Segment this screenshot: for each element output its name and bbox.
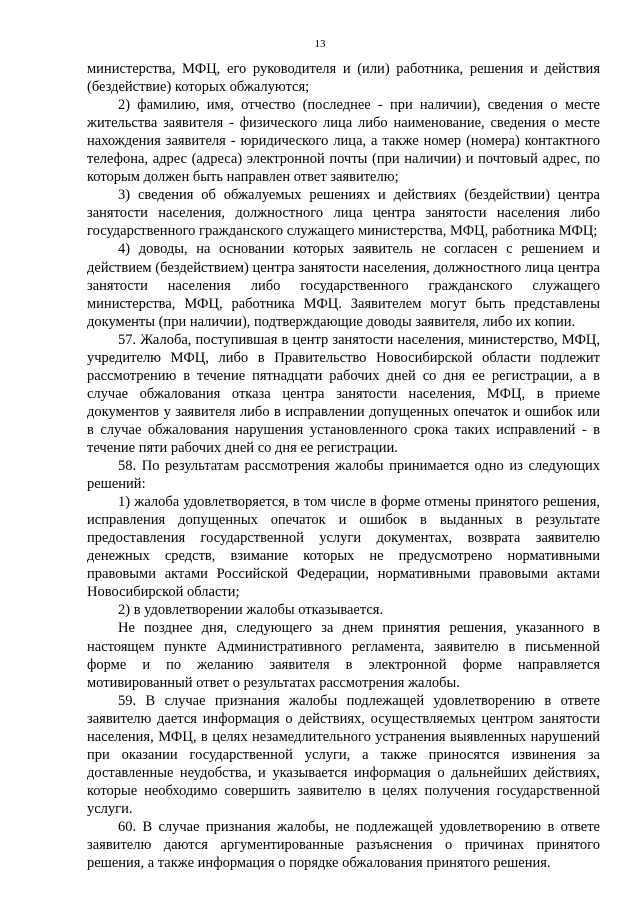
paragraph: 60. В случае признания жалобы, не подлежащей удовлетворению в ответе заявителю даются аргументированные разъяснения о причинах принятого решения, а также информация о порядке обжалования принятого решения.	[87, 818, 600, 872]
document-body	[87, 60, 600, 872]
paragraph: 1) жалоба удовлетворяется, в том числе в форме отмены принятого решения, исправления допущенных опечаток и ошибок в выданных в результате предоставления государственной услуги документах, возврата заявителю денежных средств, взимание которых не предусмотрено нормативными правовыми актами Российской Федерации, нормативными правовыми актами Новосибирской области;	[87, 494, 600, 601]
paragraph: министерства, МФЦ, его руководителя и (или) работника, решения и действия (бездействие) которых обжалуются;	[87, 61, 600, 96]
paragraph: 59. В случае признания жалобы подлежащей удовлетворению в ответе заявителю дается информация о действиях, осуществляемых центром занятости населения, МФЦ, в целях незамедлительного устранения выявленных нарушений при оказании государственной услуги, а также приносятся извинения за доставленные неудобства, и указывается информация о дальнейших действиях, которые необходимо совершить заявителю в целях получения государственной услуги.	[87, 692, 600, 817]
paragraph: 2) фамилию, имя, отчество (последнее - при наличии), сведения о месте жительства заявителя - физического лица либо наименование, сведения о месте нахождения заявителя - юридического лица, а также номер (номера) контактного телефона, адрес (адреса) электронной почты (при наличии) и почтовый адрес, по которым должен быть направлен ответ заявителю;	[87, 97, 600, 186]
paragraph: 58. По результатам рассмотрения жалобы принимается одно из следующих решений:	[87, 458, 600, 493]
paragraph: Не позднее дня, следующего за днем принятия решения, указанного в настоящем пункте Административного регламента, заявителю в письменной форме и по желанию заявителя в электронной форме направляется мотивированный ответ о результатах рассмотрения жалобы.	[87, 620, 600, 691]
paragraph: 2) в удовлетворении жалобы отказывается.	[118, 602, 384, 619]
page-number: 13	[314, 38, 326, 50]
paragraph: 4) доводы, на основании которых заявитель не согласен с решением и действием (бездействием) центра занятости населения, должностного лица центра занятости населения либо государственного гражданского служащего министерства, МФЦ, работника МФЦ. Заявителем могут быть представлены документы (при наличии), подтверждающие доводы заявителя, либо их копии.	[87, 241, 600, 330]
paragraph: 57. Жалоба, поступившая в центр занятости населения, министерство, МФЦ, учредителю МФЦ, либо в Правительство Новосибирской области подлежит рассмотрению в течение пятнадцати рабочих дней со дня ее регистрации, а в случае обжалования отказа центра занятости населения, МФЦ, в приеме документов у заявителя либо в исправлении допущенных опечаток и ошибок или в случае обжалования нарушения установленного срока таких исправлений - в течение пяти рабочих дней со дня ее регистрации.	[87, 331, 600, 456]
paragraph: 3) сведения об обжалуемых решениях и действиях (бездействии) центра занятости населения, должностного лица центра занятости населения либо государственного гражданского служащего министерства, МФЦ, работника МФЦ;	[87, 187, 600, 240]
